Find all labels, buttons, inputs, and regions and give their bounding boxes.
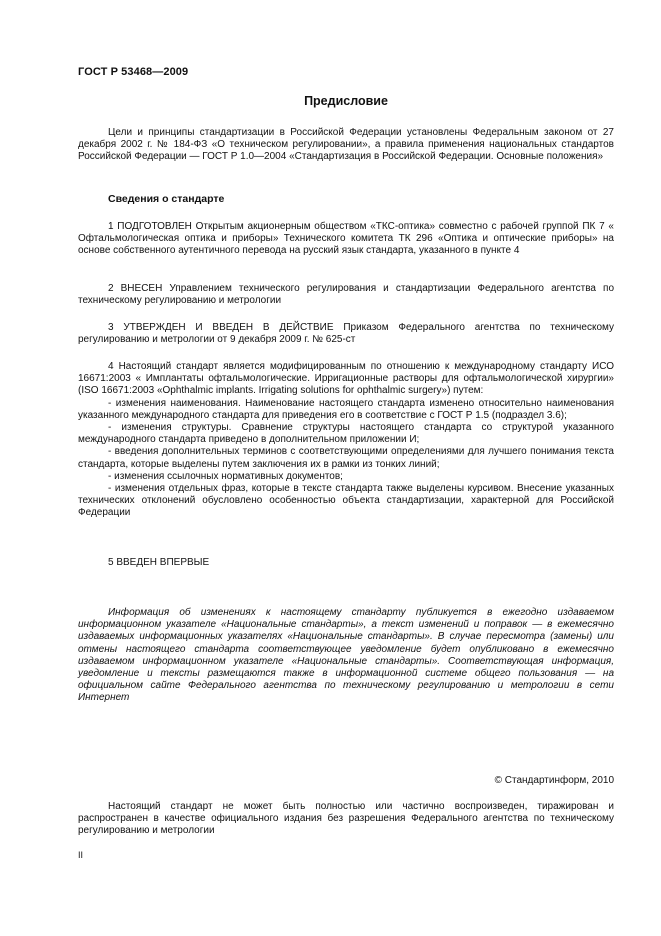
document-header-id: ГОСТ Р 53468—2009	[78, 66, 189, 78]
item-3-paragraph: 3 УТВЕРЖДЕН И ВВЕДЕН В ДЕЙСТВИЕ Приказом Федерального агентства по техническому регулированию и метрологии от 9 декабря 2009 г. № 625-ст	[78, 322, 614, 346]
reproduction-notice-paragraph: Настоящий стандарт не может быть полностью или частично воспроизведен, тиражирован и распространен в качестве официального издания без разрешения Федерального агентства по техническому регулированию и метрологии	[78, 801, 614, 837]
item-4-section	[78, 361, 614, 520]
intro-section	[78, 127, 614, 164]
copyright-line: © Стандартинформ, 2010	[494, 775, 614, 786]
item-1-paragraph: 1 ПОДГОТОВЛЕН Открытым акционерным обществом «ТКС-оптика» совместно с рабочей группой ПК 7 « Офтальмологическая оптика и приборы» Технического комитета ТК 296 «Оптика и оптические приборы» на основе собственного аутентичного перевода на русский язык стандарта, указанного в пункте 4	[78, 221, 614, 257]
page-number: II	[78, 850, 84, 860]
item-4-bullet: - изменения ссылочных нормативных документов;	[108, 470, 343, 482]
item-5-section	[78, 557, 614, 569]
item-1-section	[78, 221, 614, 258]
item-4-bullet: - изменения отдельных фраз, которые в тексте стандарта также выделены курсивом. Внесение указанных технических отклонений обусловлено особенностью объекта стандартизации, характерной для Российской Федерации	[78, 483, 614, 519]
item-4-paragraph: 4 Настоящий стандарт является модифицированным по отношению к международному стандарту ИСО 16671:2003 « Имплантаты офтальмологические. Ирригационные растворы для офтальмологической хирургии» (ISO 16671:2003 «Ophthalmic implants. Irrigating solutions for ophthalmic surgery») путем:	[78, 361, 614, 397]
item-3-section	[78, 322, 614, 346]
item-4-bullet: - изменения структуры. Сравнение структуры настоящего стандарта со структурой указанного международного стандарта приведено в дополнительном приложении И;	[78, 422, 614, 446]
item-2-section	[78, 283, 614, 307]
info-notice-section	[78, 607, 614, 705]
info-notice-paragraph: Информация об изменениях к настоящему стандарту публикуется в ежегодно издаваемом информационном указателе «Национальные стандарты», а текст изменений и поправок — в ежемесячно издаваемых информационных указателях «Национальные стандарты». В случае пересмотра (замены) или отмены настоящего стандарта соответствующее уведомление будет опубликовано в ежемесячно издаваемом информационном указателе «Национальные стандарты». Соответствующая информация, уведомление и тексты размещаются также в информационной системе общего пользования — на официальном сайте Федерального агентства по техническому регулированию и метрологии в сети Интернет	[78, 607, 614, 704]
reproduction-notice-section	[78, 801, 614, 838]
subheading: Сведения о стандарте	[108, 193, 225, 205]
page-title: Предисловие	[304, 94, 388, 108]
item-4-bullet: - изменения наименования. Наименование настоящего стандарта изменено относительно наименования указанного международного стандарта для приведения его в соответствие с ГОСТ Р 1.5 (подраздел 3.6);	[78, 397, 614, 421]
item-2-paragraph: 2 ВНЕСЕН Управлением технического регулирования и стандартизации Федерального агентства по техническому регулированию и метрологии	[78, 283, 614, 307]
intro-paragraph: Цели и принципы стандартизации в Российской Федерации установлены Федеральным законом от 27 декабря 2002 г. № 184-ФЗ «О техническом регулировании», а правила применения национальных стандартов Российской Федерации — ГОСТ Р 1.0—2004 «Стандартизация в Российской Федерации. Основные положения»	[78, 127, 614, 163]
item-5-paragraph: 5 ВВЕДЕН ВПЕРВЫЕ	[108, 557, 210, 568]
item-4-bullet: - введения дополнительных терминов с соответствующими определениями для лучшего понимания текста стандарта, которые выделены путем заключения их в рамки из тонких линий;	[78, 446, 614, 470]
